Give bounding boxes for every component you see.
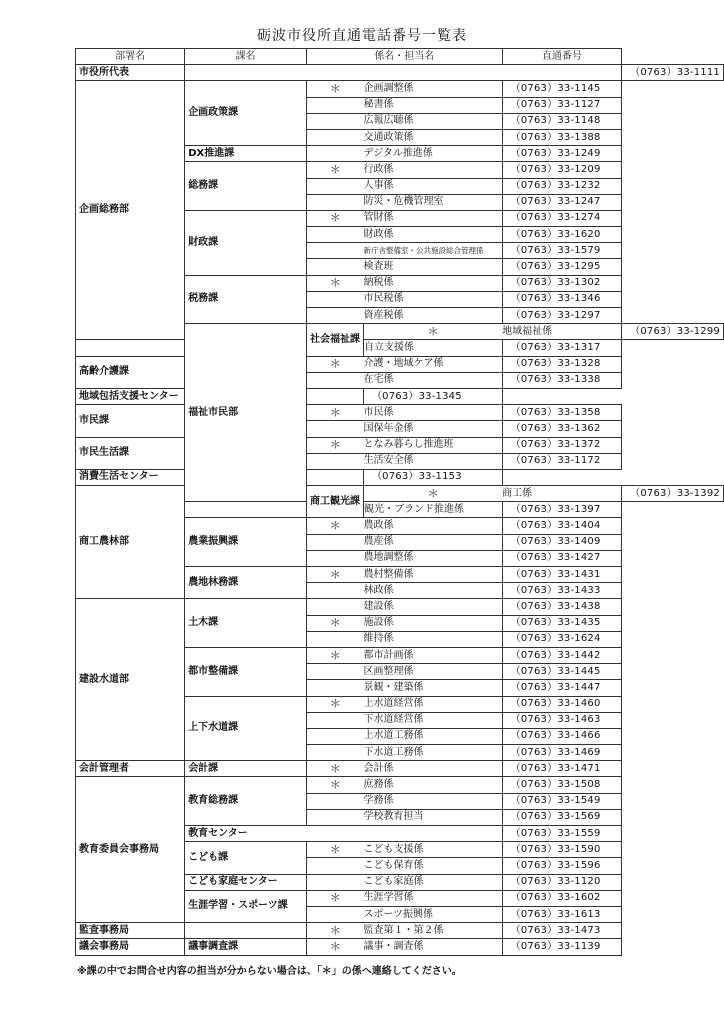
primary-contact-marker <box>306 146 363 162</box>
section-cell: 市民生活課 <box>76 437 185 469</box>
team-cell: 自立支援係 <box>363 340 502 356</box>
primary-contact-marker <box>306 712 363 728</box>
department-cell: 市役所代表 <box>76 65 185 81</box>
team-cell: 市民税係 <box>363 291 502 307</box>
primary-contact-marker <box>306 227 363 243</box>
primary-contact-marker <box>306 664 363 680</box>
phone-number: （0763）33-1139 <box>502 939 621 955</box>
primary-contact-marker: ＊ <box>306 567 363 583</box>
team-cell: 防災・危機管理室 <box>363 194 502 210</box>
primary-contact-marker: ＊ <box>306 777 363 793</box>
section-cell: こども課 <box>185 842 307 874</box>
department-cell: 商工農林部 <box>76 486 185 599</box>
phone-number: （0763）33-1295 <box>502 259 621 275</box>
team-cell: 林政係 <box>363 583 502 599</box>
section-cell: 生涯学習・スポーツ課 <box>185 890 307 922</box>
phone-number: （0763）33-1427 <box>502 550 621 566</box>
phone-number: （0763）33-1232 <box>502 178 621 194</box>
phone-number: （0763）33-1111 <box>622 65 724 81</box>
primary-contact-marker <box>306 453 363 469</box>
primary-contact-marker <box>306 583 363 599</box>
team-cell: 農産係 <box>363 534 502 550</box>
header-phone: 直通番号 <box>502 49 621 65</box>
phone-number: （0763）33-1579 <box>502 243 621 259</box>
section-cell: 社会福祉課 <box>306 324 363 356</box>
primary-contact-marker <box>185 502 307 518</box>
phone-number: （0763）33-1346 <box>502 291 621 307</box>
phone-number: （0763）33-1549 <box>502 793 621 809</box>
primary-contact-marker <box>306 534 363 550</box>
primary-contact-marker <box>306 129 363 145</box>
primary-contact-marker: ＊ <box>306 81 363 97</box>
team-cell: 資産税係 <box>363 308 502 324</box>
team-cell: 観光・ブランド推進係 <box>363 502 502 518</box>
team-cell: 広報広聴係 <box>363 113 502 129</box>
primary-contact-marker <box>306 291 363 307</box>
page-title: 砺波市役所直通電話番号一覧表 <box>257 28 467 44</box>
team-cell: 監査第１・第２係 <box>363 923 502 939</box>
phone-number: （0763）33-1358 <box>502 405 621 421</box>
team-cell: 農政係 <box>363 518 502 534</box>
phone-number: （0763）33-1172 <box>502 453 621 469</box>
team-cell: 交通政策係 <box>363 129 502 145</box>
department-cell: 福祉市民部 <box>185 324 307 502</box>
phone-number: （0763）33-1392 <box>622 486 724 502</box>
section-cell: 地域包括支援センター <box>76 388 364 404</box>
header-team: 係名・担当名 <box>306 49 502 65</box>
team-cell: 生活安全係 <box>363 453 502 469</box>
phone-number: （0763）33-1397 <box>502 502 621 518</box>
primary-contact-marker <box>306 728 363 744</box>
primary-contact-marker <box>306 858 363 874</box>
section-cell: 会計課 <box>185 761 307 777</box>
primary-contact-marker <box>306 97 363 113</box>
table-row <box>76 356 724 372</box>
phone-number: （0763）33-1362 <box>502 421 621 437</box>
team-cell: 地域福祉係 <box>502 324 621 340</box>
phone-number: （0763）33-1120 <box>502 874 621 890</box>
table-row <box>76 405 724 421</box>
team-cell: 維持係 <box>363 631 502 647</box>
phone-number: （0763）33-1372 <box>502 437 621 453</box>
table-row <box>76 939 724 955</box>
phone-number: （0763）33-1442 <box>502 647 621 663</box>
team-cell: 人事係 <box>363 178 502 194</box>
team-cell: 在宅係 <box>363 372 502 388</box>
phone-number: （0763）33-1463 <box>502 712 621 728</box>
phone-number: （0763）33-1438 <box>502 599 621 615</box>
team-cell: となみ暮らし推進班 <box>363 437 502 453</box>
section-cell: 教育総務課 <box>185 777 307 826</box>
table-row <box>76 599 724 615</box>
table-row <box>76 81 724 97</box>
team-cell: 下水道経営係 <box>363 712 502 728</box>
primary-contact-marker: ＊ <box>306 356 363 372</box>
team-cell: 会計係 <box>363 761 502 777</box>
primary-contact-marker <box>306 550 363 566</box>
phone-number: （0763）33-1435 <box>502 615 621 631</box>
team-cell: こども保育係 <box>363 858 502 874</box>
phone-number: （0763）33-1409 <box>502 534 621 550</box>
header-row <box>76 49 724 65</box>
phone-number: （0763）33-1302 <box>502 275 621 291</box>
team-cell: 庶務係 <box>363 777 502 793</box>
footnote: ※課の中でお問合せ内容の担当が分からない場合は、「＊」の係へ連絡してください。 <box>77 966 462 977</box>
phone-number: （0763）33-1338 <box>502 372 621 388</box>
department-cell: 教育委員会事務局 <box>76 777 185 923</box>
phone-number: （0763）33-1559 <box>502 826 621 842</box>
table-row <box>76 437 724 453</box>
primary-contact-marker <box>306 793 363 809</box>
section-cell <box>185 65 622 81</box>
table-row <box>76 761 724 777</box>
section-cell: 総務課 <box>185 162 307 211</box>
team-cell: 秘書係 <box>363 97 502 113</box>
team-cell: 企画調整係 <box>363 81 502 97</box>
section-cell: こども家庭センター <box>185 874 307 890</box>
team-cell: こども支援係 <box>363 842 502 858</box>
department-cell: 企画総務部 <box>76 81 185 340</box>
phone-number: （0763）33-1317 <box>502 340 621 356</box>
section-cell: DX推進課 <box>185 146 307 162</box>
table-row <box>76 65 724 81</box>
primary-contact-marker: ＊ <box>306 939 363 955</box>
team-cell: 生涯学習係 <box>363 890 502 906</box>
team-cell: 上水道経営係 <box>363 696 502 712</box>
primary-contact-marker: ＊ <box>306 842 363 858</box>
section-cell: 消費生活センター <box>76 469 364 485</box>
table-row <box>76 469 724 485</box>
phone-number: （0763）33-1471 <box>502 761 621 777</box>
primary-contact-marker: ＊ <box>306 437 363 453</box>
primary-contact-marker <box>306 745 363 761</box>
phone-number: （0763）33-1299 <box>622 324 724 340</box>
primary-contact-marker <box>306 631 363 647</box>
primary-contact-marker <box>306 421 363 437</box>
section-cell: 議事調査課 <box>185 939 307 955</box>
team-cell: 管財係 <box>363 210 502 226</box>
team-cell: 検査班 <box>363 259 502 275</box>
phone-number: （0763）33-1596 <box>502 858 621 874</box>
phone-number: （0763）33-1404 <box>502 518 621 534</box>
phone-number: （0763）33-1590 <box>502 842 621 858</box>
department-cell: 監査事務局 <box>76 923 185 939</box>
section-cell <box>185 923 307 939</box>
section-cell: 企画政策課 <box>185 81 307 146</box>
section-cell: 商工観光課 <box>306 486 363 518</box>
phone-number: （0763）33-1127 <box>502 97 621 113</box>
table-row <box>76 388 724 404</box>
phone-number: （0763）33-1447 <box>502 680 621 696</box>
section-cell: 高齢介護課 <box>76 356 185 388</box>
primary-contact-marker: ＊ <box>306 923 363 939</box>
primary-contact-marker: ＊ <box>306 275 363 291</box>
team-cell: 都市計画係 <box>363 647 502 663</box>
primary-contact-marker: ＊ <box>306 647 363 663</box>
primary-contact-marker: ＊ <box>363 324 502 340</box>
phone-number: （0763）33-1433 <box>502 583 621 599</box>
phone-number: （0763）33-1473 <box>502 923 621 939</box>
phone-number: （0763）33-1624 <box>502 631 621 647</box>
table-row <box>76 777 724 793</box>
primary-contact-marker <box>306 680 363 696</box>
phone-number: （0763）33-1297 <box>502 308 621 324</box>
team-cell: 財政係 <box>363 227 502 243</box>
primary-contact-marker: ＊ <box>306 696 363 712</box>
phone-number: （0763）33-1148 <box>502 113 621 129</box>
primary-contact-marker <box>306 259 363 275</box>
primary-contact-marker <box>306 194 363 210</box>
primary-contact-marker <box>306 308 363 324</box>
table-row <box>76 340 724 356</box>
team-cell: デジタル推進係 <box>363 146 502 162</box>
team-cell: 新庁舎整備室・公共施設総合管理係 <box>363 243 502 259</box>
section-cell: 税務課 <box>185 275 307 324</box>
header-dept: 部署名 <box>76 49 185 65</box>
section-cell: 財政課 <box>185 210 307 275</box>
team-cell: 農村整備係 <box>363 567 502 583</box>
phone-number: （0763）33-1602 <box>502 890 621 906</box>
phone-number: （0763）33-1469 <box>502 745 621 761</box>
team-cell: 景観・建築係 <box>363 680 502 696</box>
primary-contact-marker <box>306 113 363 129</box>
primary-contact-marker <box>306 599 363 615</box>
department-cell: 会計管理者 <box>76 761 185 777</box>
phone-number: （0763）33-1508 <box>502 777 621 793</box>
phone-number: （0763）33-1274 <box>502 210 621 226</box>
primary-contact-marker: ＊ <box>306 615 363 631</box>
phone-number: （0763）33-1445 <box>502 664 621 680</box>
phone-number: （0763）33-1613 <box>502 906 621 922</box>
phone-number: （0763）33-1209 <box>502 162 621 178</box>
team-cell: 施設係 <box>363 615 502 631</box>
phone-directory-table <box>75 48 724 956</box>
team-cell: 介護・地域ケア係 <box>363 356 502 372</box>
primary-contact-marker: ＊ <box>306 518 363 534</box>
department-cell: 議会事務局 <box>76 939 185 955</box>
phone-number: （0763）33-1145 <box>502 81 621 97</box>
phone-number: （0763）33-1153 <box>363 469 502 485</box>
primary-contact-marker <box>306 874 363 890</box>
primary-contact-marker <box>306 243 363 259</box>
phone-number: （0763）33-1247 <box>502 194 621 210</box>
primary-contact-marker: ＊ <box>306 890 363 906</box>
team-cell: 商工係 <box>502 486 621 502</box>
team-cell: こども家庭係 <box>363 874 502 890</box>
phone-number: （0763）33-1460 <box>502 696 621 712</box>
primary-contact-marker: ＊ <box>306 761 363 777</box>
team-cell: 区画整理係 <box>363 664 502 680</box>
phone-number: （0763）33-1569 <box>502 809 621 825</box>
team-cell: 農地調整係 <box>363 550 502 566</box>
team-cell: 議事・調査係 <box>363 939 502 955</box>
team-cell: 納税係 <box>363 275 502 291</box>
section-cell: 都市整備課 <box>185 647 307 696</box>
phone-number: （0763）33-1466 <box>502 728 621 744</box>
team-cell: 国保年金係 <box>363 421 502 437</box>
section-cell: 教育センター <box>185 826 502 842</box>
primary-contact-marker: ＊ <box>363 486 502 502</box>
phone-number: （0763）33-1388 <box>502 129 621 145</box>
phone-number: （0763）33-1431 <box>502 567 621 583</box>
team-cell: スポーツ振興係 <box>363 906 502 922</box>
primary-contact-marker: ＊ <box>306 210 363 226</box>
team-cell: 学校教育担当 <box>363 809 502 825</box>
team-cell: 建設係 <box>363 599 502 615</box>
section-cell: 土木課 <box>185 599 307 648</box>
table-row <box>76 923 724 939</box>
phone-number: （0763）33-1620 <box>502 227 621 243</box>
primary-contact-marker: ＊ <box>306 162 363 178</box>
department-cell: 建設水道部 <box>76 599 185 761</box>
primary-contact-marker <box>306 178 363 194</box>
team-cell: 下水道工務係 <box>363 745 502 761</box>
primary-contact-marker: ＊ <box>306 405 363 421</box>
phone-number: （0763）33-1328 <box>502 356 621 372</box>
primary-contact-marker <box>306 372 363 388</box>
team-cell: 市民係 <box>363 405 502 421</box>
section-cell: 市民課 <box>76 405 185 437</box>
table-row <box>76 486 724 502</box>
section-cell: 上下水道課 <box>185 696 307 761</box>
team-cell: 学務係 <box>363 793 502 809</box>
phone-number: （0763）33-1345 <box>363 388 502 404</box>
team-cell: 行政係 <box>363 162 502 178</box>
primary-contact-marker <box>306 809 363 825</box>
section-cell: 農地林務課 <box>185 567 307 599</box>
primary-contact-marker <box>306 906 363 922</box>
phone-number: （0763）33-1249 <box>502 146 621 162</box>
header-section: 課名 <box>185 49 307 65</box>
section-cell: 農業振興課 <box>185 518 307 567</box>
primary-contact-marker <box>76 340 185 356</box>
team-cell: 上水道工務係 <box>363 728 502 744</box>
